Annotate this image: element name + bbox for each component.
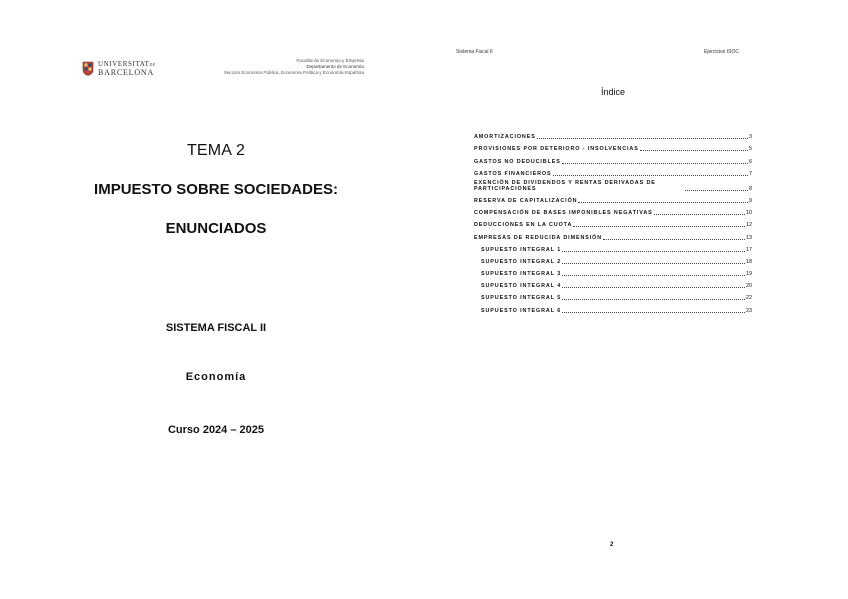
toc-item-page: 12 xyxy=(746,222,752,229)
toc-item-page: 6 xyxy=(749,158,752,165)
page-number: 2 xyxy=(610,542,614,548)
toc-item[interactable] xyxy=(474,228,752,240)
toc-item-label: EXENCIÓN DE DIVIDENDOS Y RENTAS DERIVADAS DE PARTICIPACIONES xyxy=(474,179,656,192)
toc-item-label: SUPUESTO INTEGRAL 3 xyxy=(481,271,562,278)
toc-item[interactable] xyxy=(474,204,752,216)
index-title: Índice xyxy=(600,87,626,97)
toc-item[interactable] xyxy=(474,192,752,204)
toc-leader xyxy=(562,262,745,264)
toc-item-label: SUPUESTO INTEGRAL 2 xyxy=(481,258,562,265)
toc-item[interactable] xyxy=(474,152,752,164)
toc-subitem[interactable] xyxy=(474,253,752,265)
toc-item-page: 17 xyxy=(746,246,752,253)
toc-item-page: 13 xyxy=(746,234,752,241)
toc-subitem[interactable] xyxy=(474,241,752,253)
toc-item-page: 9 xyxy=(749,197,752,204)
toc-subitem[interactable] xyxy=(474,277,752,289)
main-title: IMPUESTO SOBRE SOCIEDADES: xyxy=(94,181,338,198)
toc-item-label: SUPUESTO INTEGRAL 5 xyxy=(481,295,562,302)
toc-item[interactable] xyxy=(474,165,752,177)
toc-item-label: COMPENSACIÓN DE BASES IMPONIBLES NEGATIVAS xyxy=(474,210,653,217)
toc-item-page: 23 xyxy=(746,307,752,314)
toc-item-label: PROVISIONES POR DETERIORO - INSOLVENCIAS xyxy=(474,146,639,153)
toc-subitem[interactable] xyxy=(474,301,752,313)
section-name: Sección Economía Pública, Economía Política y Economía Española xyxy=(223,70,364,75)
toc-leader xyxy=(562,250,745,252)
toc-item-page: 8 xyxy=(749,185,752,192)
toc-item-label: SUPUESTO INTEGRAL 6 xyxy=(481,307,562,314)
university-logo xyxy=(82,60,156,77)
index-page xyxy=(424,0,848,599)
toc-item-page: 22 xyxy=(746,295,752,302)
main-subtitle: ENUNCIADOS xyxy=(165,220,267,237)
toc-item-label: SUPUESTO INTEGRAL 4 xyxy=(481,283,562,290)
toc-item-label: EMPRESAS DE REDUCIDA DIMENSIÓN xyxy=(474,234,603,241)
toc-leader xyxy=(562,162,748,164)
toc-leader xyxy=(562,286,745,288)
toc-item-label: RESERVA DE CAPITALIZACIÓN xyxy=(474,197,578,204)
toc-item-page: 10 xyxy=(746,210,752,217)
toc-item-page: 19 xyxy=(746,271,752,278)
university-seal-icon xyxy=(82,61,94,76)
toc-leader xyxy=(553,174,749,176)
toc-leader xyxy=(654,213,745,215)
toc-item[interactable] xyxy=(474,128,752,140)
toc-subitem[interactable] xyxy=(474,265,752,277)
toc-item-label: DEDUCCIONES EN LA CUOTA xyxy=(474,222,573,229)
course-year: Curso 2024 – 2025 xyxy=(167,424,264,436)
toc-leader xyxy=(562,274,745,276)
toc-item-page: 5 xyxy=(749,146,752,153)
toc-item-page: 3 xyxy=(749,134,752,141)
running-header-left: Sistema Fiscal II xyxy=(456,49,493,55)
toc-item[interactable] xyxy=(474,177,752,192)
logo-line2: BARCELONA xyxy=(98,68,155,77)
degree-name: Economía xyxy=(185,371,247,383)
faculty-name: Facultat de Economia y Empresa xyxy=(296,58,364,63)
subject-name: SISTEMA FISCAL II xyxy=(165,322,267,334)
toc-item-label: AMORTIZACIONES xyxy=(474,134,536,141)
toc-item[interactable] xyxy=(474,140,752,152)
toc-item-label: SUPUESTO INTEGRAL 1 xyxy=(481,246,562,253)
toc-leader xyxy=(537,137,748,139)
tema-heading: TEMA 2 xyxy=(186,142,246,159)
faculty-block xyxy=(224,58,364,76)
toc-item-page: 20 xyxy=(746,283,752,290)
toc-leader xyxy=(578,201,748,203)
toc-item[interactable] xyxy=(474,216,752,228)
toc-leader xyxy=(573,225,745,227)
logo-line1: UNIVERSITAT xyxy=(98,60,150,68)
toc-leader xyxy=(562,311,745,313)
logo-line1-suffix: DE xyxy=(149,62,157,67)
toc-item-label: GASTOS NO DEDUCIBLES xyxy=(474,158,561,165)
department-name: Departamento de Economía xyxy=(306,64,364,69)
table-of-contents xyxy=(474,128,752,314)
toc-leader xyxy=(603,238,745,240)
running-header-right: Ejercicios ISOC xyxy=(704,49,740,55)
toc-item-page: 18 xyxy=(746,258,752,265)
toc-subitem[interactable] xyxy=(474,289,752,301)
toc-leader xyxy=(685,189,748,191)
toc-leader xyxy=(640,149,748,151)
toc-leader xyxy=(562,298,745,300)
toc-item-page: 7 xyxy=(749,170,752,177)
toc-item-label: GASTOS FINANCIEROS xyxy=(474,170,552,177)
